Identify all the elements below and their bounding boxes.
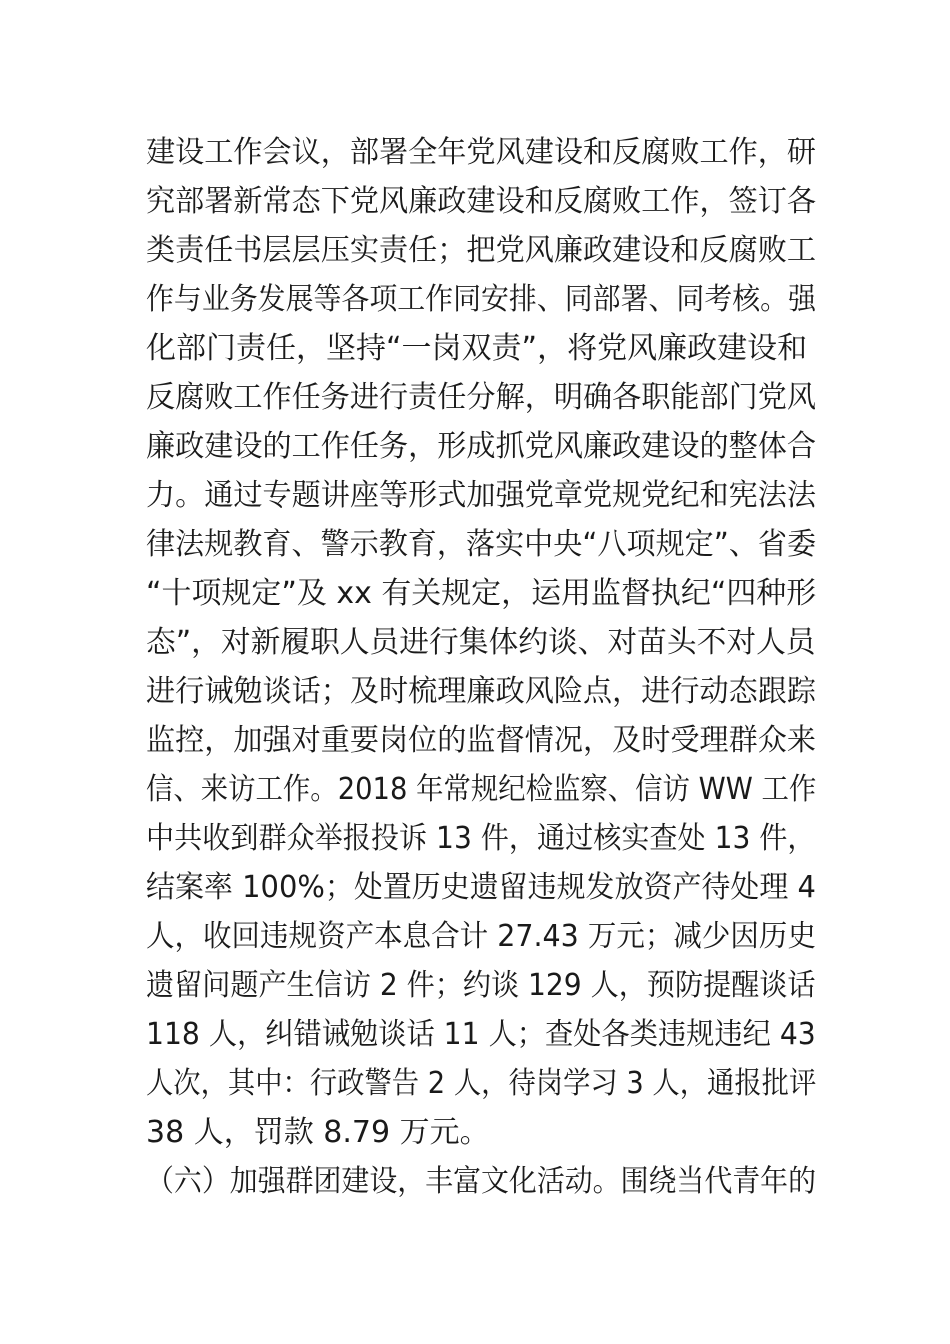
text-line: 118 人，纠错诫勉谈话 11 人；查处各类违规违纪 43 bbox=[146, 1017, 816, 1052]
text-line: “十项规定”及 xx 有关规定，运用监督执纪“四种形 bbox=[146, 576, 817, 611]
text-line: 结案率 100%；处置历史遗留违规发放资产待处理 4 bbox=[146, 870, 816, 905]
text-line: 究部署新常态下党风廉政建设和反腐败工作，签订各 bbox=[146, 184, 816, 219]
text-line: 人次，其中：行政警告 2 人，待岗学习 3 人，通报批评 bbox=[146, 1066, 817, 1101]
text-line: 中共收到群众举报投诉 13 件，通过核实查处 13 件， bbox=[146, 821, 816, 856]
text-line: 38 人，罚款 8.79 万元。 bbox=[146, 1115, 490, 1150]
text-line: 监控，加强对重要岗位的监督情况，及时受理群众来 bbox=[146, 723, 816, 758]
text-line: 类责任书层层压实责任；把党风廉政建设和反腐败工 bbox=[146, 233, 816, 268]
text-line: 作与业务发展等各项工作同安排、同部署、同考核。强 bbox=[146, 282, 816, 317]
text-line: 反腐败工作任务进行责任分解，明确各职能部门党风 bbox=[146, 380, 816, 415]
text-line: 进行诫勉谈话；及时梳理廉政风险点，进行动态跟踪 bbox=[146, 674, 816, 709]
text-line: 信、来访工作。2018 年常规纪检监察、信访 WW 工作 bbox=[146, 772, 817, 807]
text-line: 遗留问题产生信访 2 件；约谈 129 人，预防提醒谈话 bbox=[146, 968, 816, 1003]
text-line: 廉政建设的工作任务，形成抓党风廉政建设的整体合 bbox=[146, 429, 816, 464]
text-line: 化部门责任，坚持“一岗双责”，将党风廉政建设和 bbox=[146, 331, 808, 366]
text-line: 人，收回违规资产本息合计 27.43 万元；减少因历史 bbox=[146, 919, 816, 954]
text-line: 力。通过专题讲座等形式加强党章党规党纪和宪法法 bbox=[146, 478, 816, 513]
text-line: 建设工作会议，部署全年党风建设和反腐败工作，研 bbox=[146, 135, 816, 170]
section-heading-line: （六）加强群团建设，丰富文化活动。围绕当代青年的 bbox=[146, 1164, 816, 1199]
text-line: 态”，对新履职人员进行集体约谈、对苗头不对人员 bbox=[146, 625, 816, 660]
body-text bbox=[146, 128, 816, 1206]
text-line: 律法规教育、警示教育，落实中央“八项规定”、省委 bbox=[146, 527, 817, 562]
